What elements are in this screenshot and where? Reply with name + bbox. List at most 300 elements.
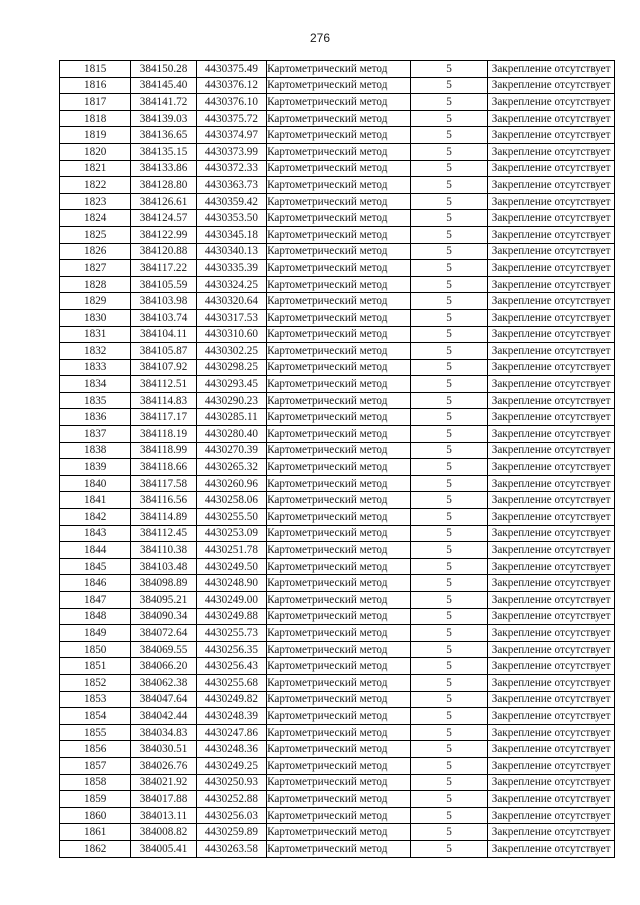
x-coordinate-cell: 384145.40 bbox=[131, 77, 196, 94]
fixing-description-cell: Закрепление отсутствует bbox=[488, 509, 615, 526]
method-cell: Картометрический метод bbox=[267, 61, 411, 78]
point-number-cell: 1828 bbox=[60, 276, 131, 293]
fixing-description-cell: Закрепление отсутствует bbox=[488, 824, 615, 841]
method-cell: Картометрический метод bbox=[267, 625, 411, 642]
accuracy-cell: 5 bbox=[410, 840, 487, 857]
y-coordinate-cell: 4430263.58 bbox=[196, 840, 266, 857]
point-number-cell: 1847 bbox=[60, 592, 131, 609]
method-cell: Картометрический метод bbox=[267, 143, 411, 160]
accuracy-cell: 5 bbox=[410, 459, 487, 476]
accuracy-cell: 5 bbox=[410, 160, 487, 177]
accuracy-cell: 5 bbox=[410, 625, 487, 642]
table-row bbox=[60, 210, 615, 227]
method-cell: Картометрический метод bbox=[267, 459, 411, 476]
fixing-description-cell: Закрепление отсутствует bbox=[488, 409, 615, 426]
fixing-description-cell: Закрепление отсутствует bbox=[488, 77, 615, 94]
page-number: 276 bbox=[309, 31, 331, 45]
y-coordinate-cell: 4430290.23 bbox=[196, 392, 266, 409]
table-row bbox=[60, 160, 615, 177]
x-coordinate-cell: 384118.99 bbox=[131, 442, 196, 459]
y-coordinate-cell: 4430345.18 bbox=[196, 226, 266, 243]
method-cell: Картометрический метод bbox=[267, 807, 411, 824]
fixing-description-cell: Закрепление отсутствует bbox=[488, 575, 615, 592]
fixing-description-cell: Закрепление отсутствует bbox=[488, 160, 615, 177]
point-number-cell: 1857 bbox=[60, 757, 131, 774]
y-coordinate-cell: 4430249.88 bbox=[196, 608, 266, 625]
fixing-description-cell: Закрепление отсутствует bbox=[488, 724, 615, 741]
x-coordinate-cell: 384062.38 bbox=[131, 674, 196, 691]
fixing-description-cell: Закрепление отсутствует bbox=[488, 492, 615, 509]
accuracy-cell: 5 bbox=[410, 293, 487, 310]
fixing-description-cell: Закрепление отсутствует bbox=[488, 807, 615, 824]
point-number-cell: 1816 bbox=[60, 77, 131, 94]
y-coordinate-cell: 4430317.53 bbox=[196, 309, 266, 326]
fixing-description-cell: Закрепление отсутствует bbox=[488, 592, 615, 609]
accuracy-cell: 5 bbox=[410, 426, 487, 443]
method-cell: Картометрический метод bbox=[267, 475, 411, 492]
x-coordinate-cell: 384118.66 bbox=[131, 459, 196, 476]
accuracy-cell: 5 bbox=[410, 791, 487, 808]
point-number-cell: 1855 bbox=[60, 724, 131, 741]
y-coordinate-cell: 4430373.99 bbox=[196, 143, 266, 160]
point-number-cell: 1858 bbox=[60, 774, 131, 791]
x-coordinate-cell: 384120.88 bbox=[131, 243, 196, 260]
fixing-description-cell: Закрепление отсутствует bbox=[488, 343, 615, 360]
x-coordinate-cell: 384034.83 bbox=[131, 724, 196, 741]
y-coordinate-cell: 4430249.50 bbox=[196, 558, 266, 575]
table-row bbox=[60, 127, 615, 144]
method-cell: Картометрический метод bbox=[267, 94, 411, 111]
x-coordinate-cell: 384069.55 bbox=[131, 641, 196, 658]
x-coordinate-cell: 384122.99 bbox=[131, 226, 196, 243]
point-number-cell: 1835 bbox=[60, 392, 131, 409]
method-cell: Картометрический метод bbox=[267, 691, 411, 708]
method-cell: Картометрический метод bbox=[267, 774, 411, 791]
accuracy-cell: 5 bbox=[410, 127, 487, 144]
y-coordinate-cell: 4430250.93 bbox=[196, 774, 266, 791]
fixing-description-cell: Закрепление отсутствует bbox=[488, 376, 615, 393]
accuracy-cell: 5 bbox=[410, 542, 487, 559]
table-row bbox=[60, 558, 615, 575]
table-row bbox=[60, 608, 615, 625]
fixing-description-cell: Закрепление отсутствует bbox=[488, 558, 615, 575]
x-coordinate-cell: 384118.19 bbox=[131, 426, 196, 443]
method-cell: Картометрический метод bbox=[267, 724, 411, 741]
accuracy-cell: 5 bbox=[410, 276, 487, 293]
x-coordinate-cell: 384105.59 bbox=[131, 276, 196, 293]
table-row bbox=[60, 442, 615, 459]
point-number-cell: 1843 bbox=[60, 525, 131, 542]
x-coordinate-cell: 384005.41 bbox=[131, 840, 196, 857]
point-number-cell: 1849 bbox=[60, 625, 131, 642]
y-coordinate-cell: 4430353.50 bbox=[196, 210, 266, 227]
method-cell: Картометрический метод bbox=[267, 824, 411, 841]
x-coordinate-cell: 384030.51 bbox=[131, 741, 196, 758]
x-coordinate-cell: 384026.76 bbox=[131, 757, 196, 774]
y-coordinate-cell: 4430320.64 bbox=[196, 293, 266, 310]
method-cell: Картометрический метод bbox=[267, 309, 411, 326]
y-coordinate-cell: 4430256.03 bbox=[196, 807, 266, 824]
point-number-cell: 1861 bbox=[60, 824, 131, 841]
y-coordinate-cell: 4430248.90 bbox=[196, 575, 266, 592]
table-row bbox=[60, 475, 615, 492]
y-coordinate-cell: 4430253.09 bbox=[196, 525, 266, 542]
accuracy-cell: 5 bbox=[410, 492, 487, 509]
table-row bbox=[60, 243, 615, 260]
table-row bbox=[60, 359, 615, 376]
y-coordinate-cell: 4430248.39 bbox=[196, 708, 266, 725]
point-number-cell: 1832 bbox=[60, 343, 131, 360]
method-cell: Картометрический метод bbox=[267, 575, 411, 592]
table-row bbox=[60, 724, 615, 741]
table-row bbox=[60, 575, 615, 592]
accuracy-cell: 5 bbox=[410, 708, 487, 725]
x-coordinate-cell: 384008.82 bbox=[131, 824, 196, 841]
accuracy-cell: 5 bbox=[410, 658, 487, 675]
method-cell: Картометрический метод bbox=[267, 226, 411, 243]
fixing-description-cell: Закрепление отсутствует bbox=[488, 94, 615, 111]
point-number-cell: 1821 bbox=[60, 160, 131, 177]
point-number-cell: 1852 bbox=[60, 674, 131, 691]
accuracy-cell: 5 bbox=[410, 575, 487, 592]
fixing-description-cell: Закрепление отсутствует bbox=[488, 260, 615, 277]
table-row bbox=[60, 509, 615, 526]
table-row bbox=[60, 326, 615, 343]
accuracy-cell: 5 bbox=[410, 641, 487, 658]
fixing-description-cell: Закрепление отсутствует bbox=[488, 359, 615, 376]
accuracy-cell: 5 bbox=[410, 143, 487, 160]
method-cell: Картометрический метод bbox=[267, 558, 411, 575]
y-coordinate-cell: 4430252.88 bbox=[196, 791, 266, 808]
method-cell: Картометрический метод bbox=[267, 77, 411, 94]
point-number-cell: 1815 bbox=[60, 61, 131, 78]
x-coordinate-cell: 384117.58 bbox=[131, 475, 196, 492]
method-cell: Картометрический метод bbox=[267, 741, 411, 758]
table-row bbox=[60, 674, 615, 691]
method-cell: Картометрический метод bbox=[267, 658, 411, 675]
point-number-cell: 1824 bbox=[60, 210, 131, 227]
method-cell: Картометрический метод bbox=[267, 193, 411, 210]
fixing-description-cell: Закрепление отсутствует bbox=[488, 691, 615, 708]
point-number-cell: 1846 bbox=[60, 575, 131, 592]
table-row bbox=[60, 658, 615, 675]
table-row bbox=[60, 741, 615, 758]
table-row bbox=[60, 840, 615, 857]
y-coordinate-cell: 4430259.89 bbox=[196, 824, 266, 841]
point-number-cell: 1819 bbox=[60, 127, 131, 144]
table-row bbox=[60, 177, 615, 194]
y-coordinate-cell: 4430340.13 bbox=[196, 243, 266, 260]
y-coordinate-cell: 4430359.42 bbox=[196, 193, 266, 210]
table-row bbox=[60, 757, 615, 774]
accuracy-cell: 5 bbox=[410, 442, 487, 459]
table-row bbox=[60, 143, 615, 160]
point-number-cell: 1818 bbox=[60, 110, 131, 127]
point-number-cell: 1833 bbox=[60, 359, 131, 376]
y-coordinate-cell: 4430256.43 bbox=[196, 658, 266, 675]
y-coordinate-cell: 4430376.12 bbox=[196, 77, 266, 94]
accuracy-cell: 5 bbox=[410, 608, 487, 625]
method-cell: Картометрический метод bbox=[267, 542, 411, 559]
point-number-cell: 1840 bbox=[60, 475, 131, 492]
point-number-cell: 1837 bbox=[60, 426, 131, 443]
x-coordinate-cell: 384126.61 bbox=[131, 193, 196, 210]
accuracy-cell: 5 bbox=[410, 110, 487, 127]
method-cell: Картометрический метод bbox=[267, 260, 411, 277]
y-coordinate-cell: 4430249.00 bbox=[196, 592, 266, 609]
point-number-cell: 1817 bbox=[60, 94, 131, 111]
accuracy-cell: 5 bbox=[410, 309, 487, 326]
x-coordinate-cell: 384139.03 bbox=[131, 110, 196, 127]
accuracy-cell: 5 bbox=[410, 177, 487, 194]
y-coordinate-cell: 4430335.39 bbox=[196, 260, 266, 277]
y-coordinate-cell: 4430372.33 bbox=[196, 160, 266, 177]
fixing-description-cell: Закрепление отсутствует bbox=[488, 276, 615, 293]
x-coordinate-cell: 384105.87 bbox=[131, 343, 196, 360]
accuracy-cell: 5 bbox=[410, 193, 487, 210]
point-number-cell: 1860 bbox=[60, 807, 131, 824]
fixing-description-cell: Закрепление отсутствует bbox=[488, 210, 615, 227]
method-cell: Картометрический метод bbox=[267, 276, 411, 293]
method-cell: Картометрический метод bbox=[267, 359, 411, 376]
table-row bbox=[60, 641, 615, 658]
method-cell: Картометрический метод bbox=[267, 110, 411, 127]
method-cell: Картометрический метод bbox=[267, 757, 411, 774]
accuracy-cell: 5 bbox=[410, 724, 487, 741]
y-coordinate-cell: 4430248.36 bbox=[196, 741, 266, 758]
accuracy-cell: 5 bbox=[410, 376, 487, 393]
method-cell: Картометрический метод bbox=[267, 608, 411, 625]
x-coordinate-cell: 384112.51 bbox=[131, 376, 196, 393]
table-row bbox=[60, 492, 615, 509]
fixing-description-cell: Закрепление отсутствует bbox=[488, 61, 615, 78]
y-coordinate-cell: 4430298.25 bbox=[196, 359, 266, 376]
method-cell: Картометрический метод bbox=[267, 641, 411, 658]
table-row bbox=[60, 791, 615, 808]
method-cell: Картометрический метод bbox=[267, 525, 411, 542]
accuracy-cell: 5 bbox=[410, 359, 487, 376]
table-row bbox=[60, 77, 615, 94]
point-number-cell: 1839 bbox=[60, 459, 131, 476]
point-number-cell: 1820 bbox=[60, 143, 131, 160]
method-cell: Картометрический метод bbox=[267, 127, 411, 144]
point-number-cell: 1862 bbox=[60, 840, 131, 857]
y-coordinate-cell: 4430270.39 bbox=[196, 442, 266, 459]
y-coordinate-cell: 4430374.97 bbox=[196, 127, 266, 144]
table-row bbox=[60, 426, 615, 443]
accuracy-cell: 5 bbox=[410, 392, 487, 409]
fixing-description-cell: Закрепление отсутствует bbox=[488, 774, 615, 791]
fixing-description-cell: Закрепление отсутствует bbox=[488, 674, 615, 691]
x-coordinate-cell: 384124.57 bbox=[131, 210, 196, 227]
accuracy-cell: 5 bbox=[410, 674, 487, 691]
fixing-description-cell: Закрепление отсутствует bbox=[488, 143, 615, 160]
table-row bbox=[60, 343, 615, 360]
coordinates-table bbox=[59, 60, 615, 858]
y-coordinate-cell: 4430302.25 bbox=[196, 343, 266, 360]
fixing-description-cell: Закрепление отсутствует bbox=[488, 326, 615, 343]
y-coordinate-cell: 4430249.25 bbox=[196, 757, 266, 774]
table-row bbox=[60, 459, 615, 476]
accuracy-cell: 5 bbox=[410, 61, 487, 78]
y-coordinate-cell: 4430285.11 bbox=[196, 409, 266, 426]
fixing-description-cell: Закрепление отсутствует bbox=[488, 226, 615, 243]
accuracy-cell: 5 bbox=[410, 592, 487, 609]
table-row bbox=[60, 592, 615, 609]
point-number-cell: 1844 bbox=[60, 542, 131, 559]
y-coordinate-cell: 4430280.40 bbox=[196, 426, 266, 443]
x-coordinate-cell: 384021.92 bbox=[131, 774, 196, 791]
fixing-description-cell: Закрепление отсутствует bbox=[488, 840, 615, 857]
fixing-description-cell: Закрепление отсутствует bbox=[488, 392, 615, 409]
y-coordinate-cell: 4430375.72 bbox=[196, 110, 266, 127]
table-row bbox=[60, 260, 615, 277]
point-number-cell: 1851 bbox=[60, 658, 131, 675]
method-cell: Картометрический метод bbox=[267, 492, 411, 509]
fixing-description-cell: Закрепление отсутствует bbox=[488, 177, 615, 194]
x-coordinate-cell: 384103.48 bbox=[131, 558, 196, 575]
accuracy-cell: 5 bbox=[410, 509, 487, 526]
y-coordinate-cell: 4430256.35 bbox=[196, 641, 266, 658]
y-coordinate-cell: 4430249.82 bbox=[196, 691, 266, 708]
method-cell: Картометрический метод bbox=[267, 674, 411, 691]
fixing-description-cell: Закрепление отсутствует bbox=[488, 525, 615, 542]
table-row bbox=[60, 61, 615, 78]
table-row bbox=[60, 226, 615, 243]
x-coordinate-cell: 384098.89 bbox=[131, 575, 196, 592]
fixing-description-cell: Закрепление отсутствует bbox=[488, 741, 615, 758]
fixing-description-cell: Закрепление отсутствует bbox=[488, 708, 615, 725]
method-cell: Картометрический метод bbox=[267, 840, 411, 857]
method-cell: Картометрический метод bbox=[267, 376, 411, 393]
method-cell: Картометрический метод bbox=[267, 509, 411, 526]
fixing-description-cell: Закрепление отсутствует bbox=[488, 625, 615, 642]
fixing-description-cell: Закрепление отсутствует bbox=[488, 293, 615, 310]
method-cell: Картометрический метод bbox=[267, 160, 411, 177]
method-cell: Картометрический метод bbox=[267, 426, 411, 443]
method-cell: Картометрический метод bbox=[267, 791, 411, 808]
point-number-cell: 1859 bbox=[60, 791, 131, 808]
x-coordinate-cell: 384110.38 bbox=[131, 542, 196, 559]
x-coordinate-cell: 384090.34 bbox=[131, 608, 196, 625]
y-coordinate-cell: 4430247.86 bbox=[196, 724, 266, 741]
x-coordinate-cell: 384103.98 bbox=[131, 293, 196, 310]
accuracy-cell: 5 bbox=[410, 94, 487, 111]
accuracy-cell: 5 bbox=[410, 757, 487, 774]
y-coordinate-cell: 4430258.06 bbox=[196, 492, 266, 509]
y-coordinate-cell: 4430310.60 bbox=[196, 326, 266, 343]
method-cell: Картометрический метод bbox=[267, 442, 411, 459]
method-cell: Картометрический метод bbox=[267, 409, 411, 426]
x-coordinate-cell: 384117.22 bbox=[131, 260, 196, 277]
x-coordinate-cell: 384072.64 bbox=[131, 625, 196, 642]
accuracy-cell: 5 bbox=[410, 475, 487, 492]
accuracy-cell: 5 bbox=[410, 326, 487, 343]
x-coordinate-cell: 384042.44 bbox=[131, 708, 196, 725]
accuracy-cell: 5 bbox=[410, 409, 487, 426]
point-number-cell: 1827 bbox=[60, 260, 131, 277]
point-number-cell: 1831 bbox=[60, 326, 131, 343]
table-row bbox=[60, 824, 615, 841]
point-number-cell: 1856 bbox=[60, 741, 131, 758]
table-row bbox=[60, 691, 615, 708]
y-coordinate-cell: 4430260.96 bbox=[196, 475, 266, 492]
table-row bbox=[60, 392, 615, 409]
x-coordinate-cell: 384103.74 bbox=[131, 309, 196, 326]
point-number-cell: 1834 bbox=[60, 376, 131, 393]
accuracy-cell: 5 bbox=[410, 525, 487, 542]
x-coordinate-cell: 384114.89 bbox=[131, 509, 196, 526]
point-number-cell: 1826 bbox=[60, 243, 131, 260]
point-number-cell: 1854 bbox=[60, 708, 131, 725]
y-coordinate-cell: 4430376.10 bbox=[196, 94, 266, 111]
table-row bbox=[60, 309, 615, 326]
table-row bbox=[60, 774, 615, 791]
point-number-cell: 1842 bbox=[60, 509, 131, 526]
point-number-cell: 1853 bbox=[60, 691, 131, 708]
method-cell: Картометрический метод bbox=[267, 243, 411, 260]
fixing-description-cell: Закрепление отсутствует bbox=[488, 110, 615, 127]
fixing-description-cell: Закрепление отсутствует bbox=[488, 442, 615, 459]
fixing-description-cell: Закрепление отсутствует bbox=[488, 193, 615, 210]
fixing-description-cell: Закрепление отсутствует bbox=[488, 243, 615, 260]
x-coordinate-cell: 384133.86 bbox=[131, 160, 196, 177]
x-coordinate-cell: 384095.21 bbox=[131, 592, 196, 609]
fixing-description-cell: Закрепление отсутствует bbox=[488, 658, 615, 675]
y-coordinate-cell: 4430265.32 bbox=[196, 459, 266, 476]
method-cell: Картометрический метод bbox=[267, 392, 411, 409]
table-row bbox=[60, 293, 615, 310]
x-coordinate-cell: 384141.72 bbox=[131, 94, 196, 111]
point-number-cell: 1841 bbox=[60, 492, 131, 509]
accuracy-cell: 5 bbox=[410, 77, 487, 94]
x-coordinate-cell: 384017.88 bbox=[131, 791, 196, 808]
method-cell: Картометрический метод bbox=[267, 293, 411, 310]
table-row bbox=[60, 542, 615, 559]
point-number-cell: 1836 bbox=[60, 409, 131, 426]
point-number-cell: 1850 bbox=[60, 641, 131, 658]
point-number-cell: 1848 bbox=[60, 608, 131, 625]
point-number-cell: 1838 bbox=[60, 442, 131, 459]
point-number-cell: 1822 bbox=[60, 177, 131, 194]
y-coordinate-cell: 4430255.73 bbox=[196, 625, 266, 642]
table-row bbox=[60, 807, 615, 824]
fixing-description-cell: Закрепление отсутствует bbox=[488, 542, 615, 559]
y-coordinate-cell: 4430363.73 bbox=[196, 177, 266, 194]
y-coordinate-cell: 4430375.49 bbox=[196, 61, 266, 78]
table-row bbox=[60, 276, 615, 293]
y-coordinate-cell: 4430251.78 bbox=[196, 542, 266, 559]
point-number-cell: 1823 bbox=[60, 193, 131, 210]
accuracy-cell: 5 bbox=[410, 558, 487, 575]
x-coordinate-cell: 384136.65 bbox=[131, 127, 196, 144]
fixing-description-cell: Закрепление отсутствует bbox=[488, 475, 615, 492]
point-number-cell: 1829 bbox=[60, 293, 131, 310]
table-row bbox=[60, 525, 615, 542]
table-row bbox=[60, 94, 615, 111]
table-row bbox=[60, 625, 615, 642]
fixing-description-cell: Закрепление отсутствует bbox=[488, 426, 615, 443]
accuracy-cell: 5 bbox=[410, 774, 487, 791]
accuracy-cell: 5 bbox=[410, 210, 487, 227]
method-cell: Картометрический метод bbox=[267, 210, 411, 227]
table-row bbox=[60, 110, 615, 127]
method-cell: Картометрический метод bbox=[267, 708, 411, 725]
y-coordinate-cell: 4430255.50 bbox=[196, 509, 266, 526]
x-coordinate-cell: 384128.80 bbox=[131, 177, 196, 194]
y-coordinate-cell: 4430293.45 bbox=[196, 376, 266, 393]
y-coordinate-cell: 4430255.68 bbox=[196, 674, 266, 691]
